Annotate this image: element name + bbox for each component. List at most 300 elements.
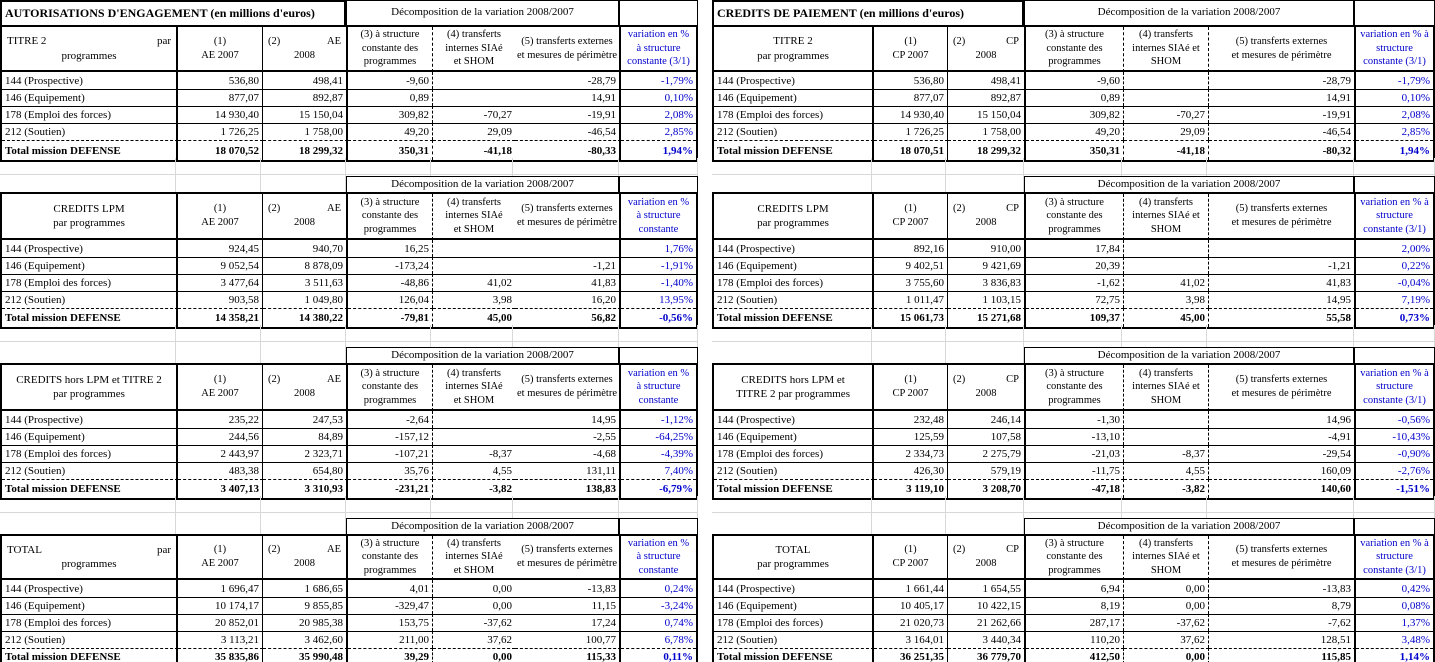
value-cell: 72,75 xyxy=(1026,291,1124,308)
column-header-1 xyxy=(178,194,263,240)
total-value-cell: 138,83 xyxy=(515,479,621,498)
header-text: TITRE 2 par programmes xyxy=(736,388,850,400)
value-cell: -8,37 xyxy=(433,445,515,462)
grid-cell xyxy=(0,325,176,342)
row-label: 146 (Equipement) xyxy=(2,428,178,445)
header-text: et mesures de périmètre xyxy=(517,217,617,228)
header-text: variation en % xyxy=(627,537,690,549)
grid-gap-area xyxy=(712,347,1024,363)
header-text: (1) xyxy=(904,544,917,556)
variation-cell: 13,95% xyxy=(621,291,696,308)
variation-column-header xyxy=(1356,194,1433,240)
column-header-4 xyxy=(433,194,515,240)
header-text: (3) à structure xyxy=(360,29,420,41)
header-text: constante des xyxy=(1046,551,1103,563)
variation-column-header xyxy=(1356,365,1433,411)
header-text: SHOM xyxy=(1150,56,1182,68)
total-value-cell: 115,33 xyxy=(515,648,621,662)
header-text: (2) xyxy=(953,544,966,556)
header-text: CP 2007 xyxy=(892,217,929,228)
row-label: 212 (Soutien) xyxy=(2,291,178,308)
header-text: par programmes xyxy=(757,49,829,62)
header-text: CP xyxy=(1006,35,1019,47)
variation-cell: 2,85% xyxy=(621,123,696,140)
value-cell: 4,55 xyxy=(433,462,515,479)
row-label: 178 (Emploi des forces) xyxy=(714,106,874,123)
header-text: Décomposition de la variation 2008/2007 xyxy=(1097,348,1281,361)
value-cell: 3 836,83 xyxy=(948,274,1026,291)
total-value-cell: 350,31 xyxy=(1026,140,1124,160)
header-text: structure xyxy=(1376,210,1413,222)
header-text: internes SIAé xyxy=(445,381,503,393)
variation-cell: -2,76% xyxy=(1356,462,1433,479)
value-cell: 8,19 xyxy=(1026,597,1124,614)
value-cell: 3,98 xyxy=(1124,291,1209,308)
grid-cell xyxy=(261,158,346,175)
grid-cell xyxy=(946,518,1024,534)
value-cell: 8 878,09 xyxy=(263,257,348,274)
header-text: (5) transferts externes xyxy=(521,374,613,386)
value-cell: 9 052,54 xyxy=(178,257,263,274)
total-value-cell: 3 310,93 xyxy=(263,479,348,498)
row-label: 212 (Soutien) xyxy=(714,462,874,479)
header-text: (3) à structure xyxy=(1045,367,1104,379)
grid-cell xyxy=(431,158,513,175)
value-cell: 3,98 xyxy=(433,291,515,308)
value-cell: 49,20 xyxy=(1026,123,1124,140)
variation-header-spacer xyxy=(619,176,698,192)
header-text: CREDITS LPM xyxy=(53,202,125,215)
row-label: 178 (Emploi des forces) xyxy=(714,274,874,291)
header-text: constante des xyxy=(1046,210,1103,222)
value-cell: 10 422,15 xyxy=(948,597,1026,614)
total-row-label: Total mission DEFENSE xyxy=(2,140,178,160)
header-text: variation en % xyxy=(627,367,690,379)
total-value-cell: 35 835,86 xyxy=(178,648,263,662)
decomposition-header xyxy=(1024,0,1354,25)
value-cell: -7,62 xyxy=(1209,614,1356,631)
value-cell: 940,70 xyxy=(263,240,348,257)
header-text: à structure xyxy=(636,551,681,563)
header-text: et mesures de périmètre xyxy=(1231,558,1332,569)
header-text: et mesures de périmètre xyxy=(1231,388,1332,399)
header-text: CREDITS hors LPM et xyxy=(741,373,845,386)
value-cell xyxy=(1124,240,1209,257)
grid-cell xyxy=(513,496,619,513)
header-line xyxy=(263,202,346,216)
value-cell: 16,20 xyxy=(515,291,621,308)
total-value-cell: 18 299,32 xyxy=(948,140,1026,160)
header-text: par xyxy=(156,35,171,48)
grid-cell xyxy=(176,325,261,342)
value-cell xyxy=(1124,89,1209,106)
grid-cell xyxy=(261,176,346,192)
grid-cell xyxy=(946,158,1024,175)
grid-cell xyxy=(1122,496,1207,513)
header-text: par programmes xyxy=(757,558,829,570)
row-label: 146 (Equipement) xyxy=(714,257,874,274)
variation-cell: 6,78% xyxy=(621,631,696,648)
header-text: constante (3/1) xyxy=(627,56,690,68)
value-cell: -1,30 xyxy=(1026,411,1124,428)
variation-cell: -10,43% xyxy=(1356,428,1433,445)
variation-column-header xyxy=(621,536,696,580)
total-value-cell: 14 358,21 xyxy=(178,308,263,327)
grid-cell xyxy=(1122,325,1207,342)
value-cell xyxy=(433,411,515,428)
variation-cell: 7,19% xyxy=(1356,291,1433,308)
row-label: 144 (Prospective) xyxy=(2,411,178,428)
header-text: (1) xyxy=(904,374,917,386)
column-header-5 xyxy=(1209,536,1356,580)
value-cell: 14,91 xyxy=(515,89,621,106)
header-text: TITRE 2 xyxy=(7,35,47,48)
variation-cell: -1,40% xyxy=(621,274,696,291)
value-cell: -1,21 xyxy=(1209,257,1356,274)
header-text: AE 2007 xyxy=(201,388,239,399)
value-cell: -19,91 xyxy=(1209,106,1356,123)
variation-cell: -64,25% xyxy=(621,428,696,445)
header-text: programmes xyxy=(363,223,417,235)
grid-gap-area xyxy=(712,158,1435,176)
value-cell: 14,95 xyxy=(515,411,621,428)
grid-cell xyxy=(712,176,872,192)
header-text: programmes xyxy=(1048,56,1101,68)
column-header-3 xyxy=(348,365,433,411)
header-text: constante des xyxy=(1046,381,1103,393)
value-cell: 49,20 xyxy=(348,123,433,140)
total-value-cell: 350,31 xyxy=(348,140,433,160)
header-text: (4) transferts xyxy=(447,367,501,379)
decomposition-header xyxy=(346,347,619,363)
value-cell: -4,91 xyxy=(1209,428,1356,445)
column-header-5 xyxy=(1209,27,1356,72)
value-cell: 877,07 xyxy=(178,89,263,106)
header-text: 2008 xyxy=(975,388,997,399)
total-value-cell: 55,58 xyxy=(1209,308,1356,327)
header-text: AE xyxy=(327,203,341,215)
value-cell xyxy=(1124,257,1209,274)
header-text: AE xyxy=(327,544,341,556)
row-label: 178 (Emploi des forces) xyxy=(2,106,178,123)
value-cell: 125,59 xyxy=(874,428,948,445)
grid-cell xyxy=(1354,496,1435,513)
grid-cell xyxy=(712,325,872,342)
variation-cell: -3,24% xyxy=(621,597,696,614)
variation-column-header xyxy=(1356,536,1433,580)
grid-cell xyxy=(872,347,946,363)
column-header-3 xyxy=(348,27,433,72)
variation-header-spacer xyxy=(1354,347,1435,363)
column-header-4 xyxy=(1124,194,1209,240)
value-cell: 126,04 xyxy=(348,291,433,308)
header-text: (4) transferts xyxy=(1139,29,1193,41)
column-header-3 xyxy=(1026,27,1124,72)
header-text: Décomposition de la variation 2008/2007 xyxy=(1097,6,1281,19)
value-cell: 10 405,17 xyxy=(874,597,948,614)
grid-cell xyxy=(872,518,946,534)
variation-column-header xyxy=(621,194,696,240)
decomposition-header xyxy=(346,0,619,25)
value-cell: 309,82 xyxy=(348,106,433,123)
table xyxy=(712,192,1435,329)
table-name-header xyxy=(714,365,874,411)
column-header-3 xyxy=(1026,194,1124,240)
value-cell: 536,80 xyxy=(874,72,948,89)
value-cell: 1 758,00 xyxy=(948,123,1026,140)
table xyxy=(0,25,698,162)
header-text: Décomposition de la variation 2008/2007 xyxy=(1097,519,1281,532)
header-text: constante (3/1) xyxy=(1363,223,1426,235)
column-header-2 xyxy=(948,27,1026,72)
variation-cell: 3,48% xyxy=(1356,631,1433,648)
header-text: constante des xyxy=(361,42,419,54)
table-name-header xyxy=(714,27,874,72)
grid-gap-area xyxy=(0,496,698,518)
total-value-cell: 36 251,35 xyxy=(874,648,948,662)
value-cell xyxy=(1124,72,1209,89)
header-text: TOTAL xyxy=(7,543,42,556)
value-cell: -173,24 xyxy=(348,257,433,274)
value-cell: 84,89 xyxy=(263,428,348,445)
row-label: 212 (Soutien) xyxy=(714,291,874,308)
header-text: AE xyxy=(327,374,341,386)
value-cell: 3 164,01 xyxy=(874,631,948,648)
row-label: 146 (Equipement) xyxy=(2,257,178,274)
value-cell: 924,45 xyxy=(178,240,263,257)
grid-gap-area xyxy=(0,176,346,192)
total-value-cell: 3 407,13 xyxy=(178,479,263,498)
variation-cell: 2,08% xyxy=(1356,106,1433,123)
header-text: constante xyxy=(638,394,679,406)
header-text: à structure xyxy=(636,42,681,54)
header-text: internes SIAé xyxy=(445,210,503,222)
value-cell: 3 755,60 xyxy=(874,274,948,291)
header-text: (5) transferts externes xyxy=(1235,374,1328,386)
header-text: et SHOM xyxy=(453,223,495,235)
value-cell: 41,83 xyxy=(1209,274,1356,291)
grid-cell xyxy=(872,325,946,342)
header-line xyxy=(948,543,1024,557)
header-text: et mesures de périmètre xyxy=(1231,217,1332,228)
row-label: 144 (Prospective) xyxy=(2,72,178,89)
header-text: programmes xyxy=(363,394,417,406)
value-cell: 247,53 xyxy=(263,411,348,428)
row-label: 144 (Prospective) xyxy=(2,580,178,597)
grid-cell xyxy=(1024,496,1122,513)
row-label: 178 (Emploi des forces) xyxy=(714,445,874,462)
header-text: programmes xyxy=(363,56,417,68)
header-text: internes SIAé et xyxy=(1132,381,1200,393)
header-text: AE 2007 xyxy=(201,217,239,228)
header-text: TITRE 2 xyxy=(773,35,813,48)
total-value-cell: 3 208,70 xyxy=(948,479,1026,498)
variation-cell: -1,12% xyxy=(621,411,696,428)
header-text: et mesures de périmètre xyxy=(517,388,617,399)
grid-cell xyxy=(176,347,261,363)
value-cell: 246,14 xyxy=(948,411,1026,428)
value-cell: -70,27 xyxy=(1124,106,1209,123)
header-text: constante des xyxy=(1046,42,1103,54)
grid-gap-area xyxy=(0,518,346,534)
grid-cell xyxy=(946,176,1024,192)
header-text: (2) xyxy=(268,35,281,47)
header-text: (1) xyxy=(904,35,917,47)
header-line xyxy=(2,34,176,48)
grid-cell xyxy=(261,347,346,363)
value-cell: 498,41 xyxy=(948,72,1026,89)
column-header-1 xyxy=(178,27,263,72)
grid-cell xyxy=(261,325,346,342)
value-cell: 15 150,04 xyxy=(948,106,1026,123)
header-text: AE 2007 xyxy=(201,558,239,569)
value-cell: -13,83 xyxy=(515,580,621,597)
value-cell xyxy=(1124,411,1209,428)
value-cell: -107,21 xyxy=(348,445,433,462)
header-text: CP 2007 xyxy=(892,49,929,61)
value-cell: 10 174,17 xyxy=(178,597,263,614)
variation-cell: 0,24% xyxy=(621,580,696,597)
row-label: 178 (Emploi des forces) xyxy=(2,445,178,462)
value-cell: 16,25 xyxy=(348,240,433,257)
grid-cell xyxy=(431,496,513,513)
header-text: et mesures de périmètre xyxy=(1231,49,1332,61)
value-cell: -8,37 xyxy=(1124,445,1209,462)
header-text: par xyxy=(156,543,171,556)
grid-gap-area xyxy=(0,158,698,176)
grid-cell xyxy=(1207,496,1354,513)
header-text: (5) transferts externes xyxy=(1235,544,1328,556)
value-cell: 8,79 xyxy=(1209,597,1356,614)
header-text: structure xyxy=(1376,381,1413,393)
total-value-cell: 109,37 xyxy=(1026,308,1124,327)
header-text: (5) transferts externes xyxy=(521,35,613,47)
total-value-cell: 35 990,48 xyxy=(263,648,348,662)
value-cell: -28,79 xyxy=(1209,72,1356,89)
header-text: par programmes xyxy=(53,388,125,400)
row-label: 178 (Emploi des forces) xyxy=(714,614,874,631)
header-text: 2008 xyxy=(975,558,997,569)
column-header-2 xyxy=(263,27,348,72)
value-cell: 0,89 xyxy=(348,89,433,106)
table-name-header xyxy=(2,365,178,411)
header-text: (4) transferts xyxy=(1139,196,1193,208)
value-cell xyxy=(433,240,515,257)
value-cell: -329,47 xyxy=(348,597,433,614)
header-text: AE 2007 xyxy=(201,49,239,61)
column-header-5 xyxy=(1209,365,1356,411)
header-text: programmes xyxy=(1048,564,1101,576)
value-cell: -28,79 xyxy=(515,72,621,89)
value-cell: 1 103,15 xyxy=(948,291,1026,308)
value-cell: 14 930,40 xyxy=(874,106,948,123)
header-text: CP xyxy=(1006,203,1019,215)
total-value-cell: 18 070,51 xyxy=(874,140,948,160)
header-text: par programmes xyxy=(53,217,125,229)
column-header-2 xyxy=(948,194,1026,240)
header-line xyxy=(263,373,346,387)
header-text: variation en % à xyxy=(1360,537,1429,549)
grid-cell xyxy=(346,325,431,342)
value-cell: 20 852,01 xyxy=(178,614,263,631)
grid-cell xyxy=(872,176,946,192)
total-value-cell: 15 061,73 xyxy=(874,308,948,327)
value-cell: 41,83 xyxy=(515,274,621,291)
row-label: 146 (Equipement) xyxy=(714,428,874,445)
header-text: (4) transferts xyxy=(447,537,501,549)
grid-cell xyxy=(619,325,698,342)
variation-column-header xyxy=(621,27,696,72)
total-row-label: Total mission DEFENSE xyxy=(2,479,178,498)
value-cell: 892,87 xyxy=(948,89,1026,106)
grid-cell xyxy=(0,176,176,192)
grid-cell xyxy=(1207,325,1354,342)
row-label: 146 (Equipement) xyxy=(714,89,874,106)
header-text: SHOM xyxy=(1150,223,1182,235)
value-cell xyxy=(433,257,515,274)
decomposition-header xyxy=(1024,518,1354,534)
total-row-label: Total mission DEFENSE xyxy=(714,648,874,662)
value-cell: 100,77 xyxy=(515,631,621,648)
header-text: constante des xyxy=(361,210,419,222)
value-cell: 29,09 xyxy=(433,123,515,140)
header-text: programmes xyxy=(1048,394,1101,406)
header-text: et mesures de périmètre xyxy=(517,558,617,569)
header-text: (2) xyxy=(268,203,281,215)
grid-cell xyxy=(0,518,176,534)
value-cell: -9,60 xyxy=(1026,72,1124,89)
header-text: constante (3/1) xyxy=(1363,56,1426,68)
header-text: internes SIAé et xyxy=(1132,210,1200,222)
variation-header-spacer xyxy=(619,0,698,25)
value-cell: 37,62 xyxy=(1124,631,1209,648)
header-line xyxy=(263,543,346,557)
total-variation-cell: 1,94% xyxy=(621,140,696,160)
header-text: internes SIAé et xyxy=(1132,42,1200,54)
value-cell: 498,41 xyxy=(263,72,348,89)
value-cell: 17,24 xyxy=(515,614,621,631)
value-cell: 1 661,44 xyxy=(874,580,948,597)
grid-cell xyxy=(1207,158,1354,175)
value-cell: -46,54 xyxy=(1209,123,1356,140)
total-value-cell: -80,33 xyxy=(515,140,621,160)
value-cell: 1 011,47 xyxy=(874,291,948,308)
header-text: SHOM xyxy=(1150,394,1182,406)
value-cell: 9 421,69 xyxy=(948,257,1026,274)
value-cell: 3 462,60 xyxy=(263,631,348,648)
grid-gap-area xyxy=(0,347,346,363)
total-value-cell: 45,00 xyxy=(433,308,515,327)
value-cell: 287,17 xyxy=(1026,614,1124,631)
variation-cell: -1,79% xyxy=(621,72,696,89)
value-cell: 3 440,34 xyxy=(948,631,1026,648)
variation-cell: 0,10% xyxy=(1356,89,1433,106)
decomposition-header xyxy=(346,518,619,534)
row-label: 212 (Soutien) xyxy=(2,462,178,479)
variation-cell: -1,79% xyxy=(1356,72,1433,89)
header-text: constante des xyxy=(361,381,419,393)
table-name-header xyxy=(2,194,178,240)
column-header-2 xyxy=(263,365,348,411)
column-header-3 xyxy=(348,194,433,240)
value-cell: 131,11 xyxy=(515,462,621,479)
value-cell: 0,89 xyxy=(1026,89,1124,106)
column-header-4 xyxy=(1124,536,1209,580)
value-cell xyxy=(433,428,515,445)
column-header-4 xyxy=(433,27,515,72)
section-title: AUTORISATIONS D'ENGAGEMENT (en millions d'euros) xyxy=(0,0,346,25)
column-header-4 xyxy=(1124,365,1209,411)
